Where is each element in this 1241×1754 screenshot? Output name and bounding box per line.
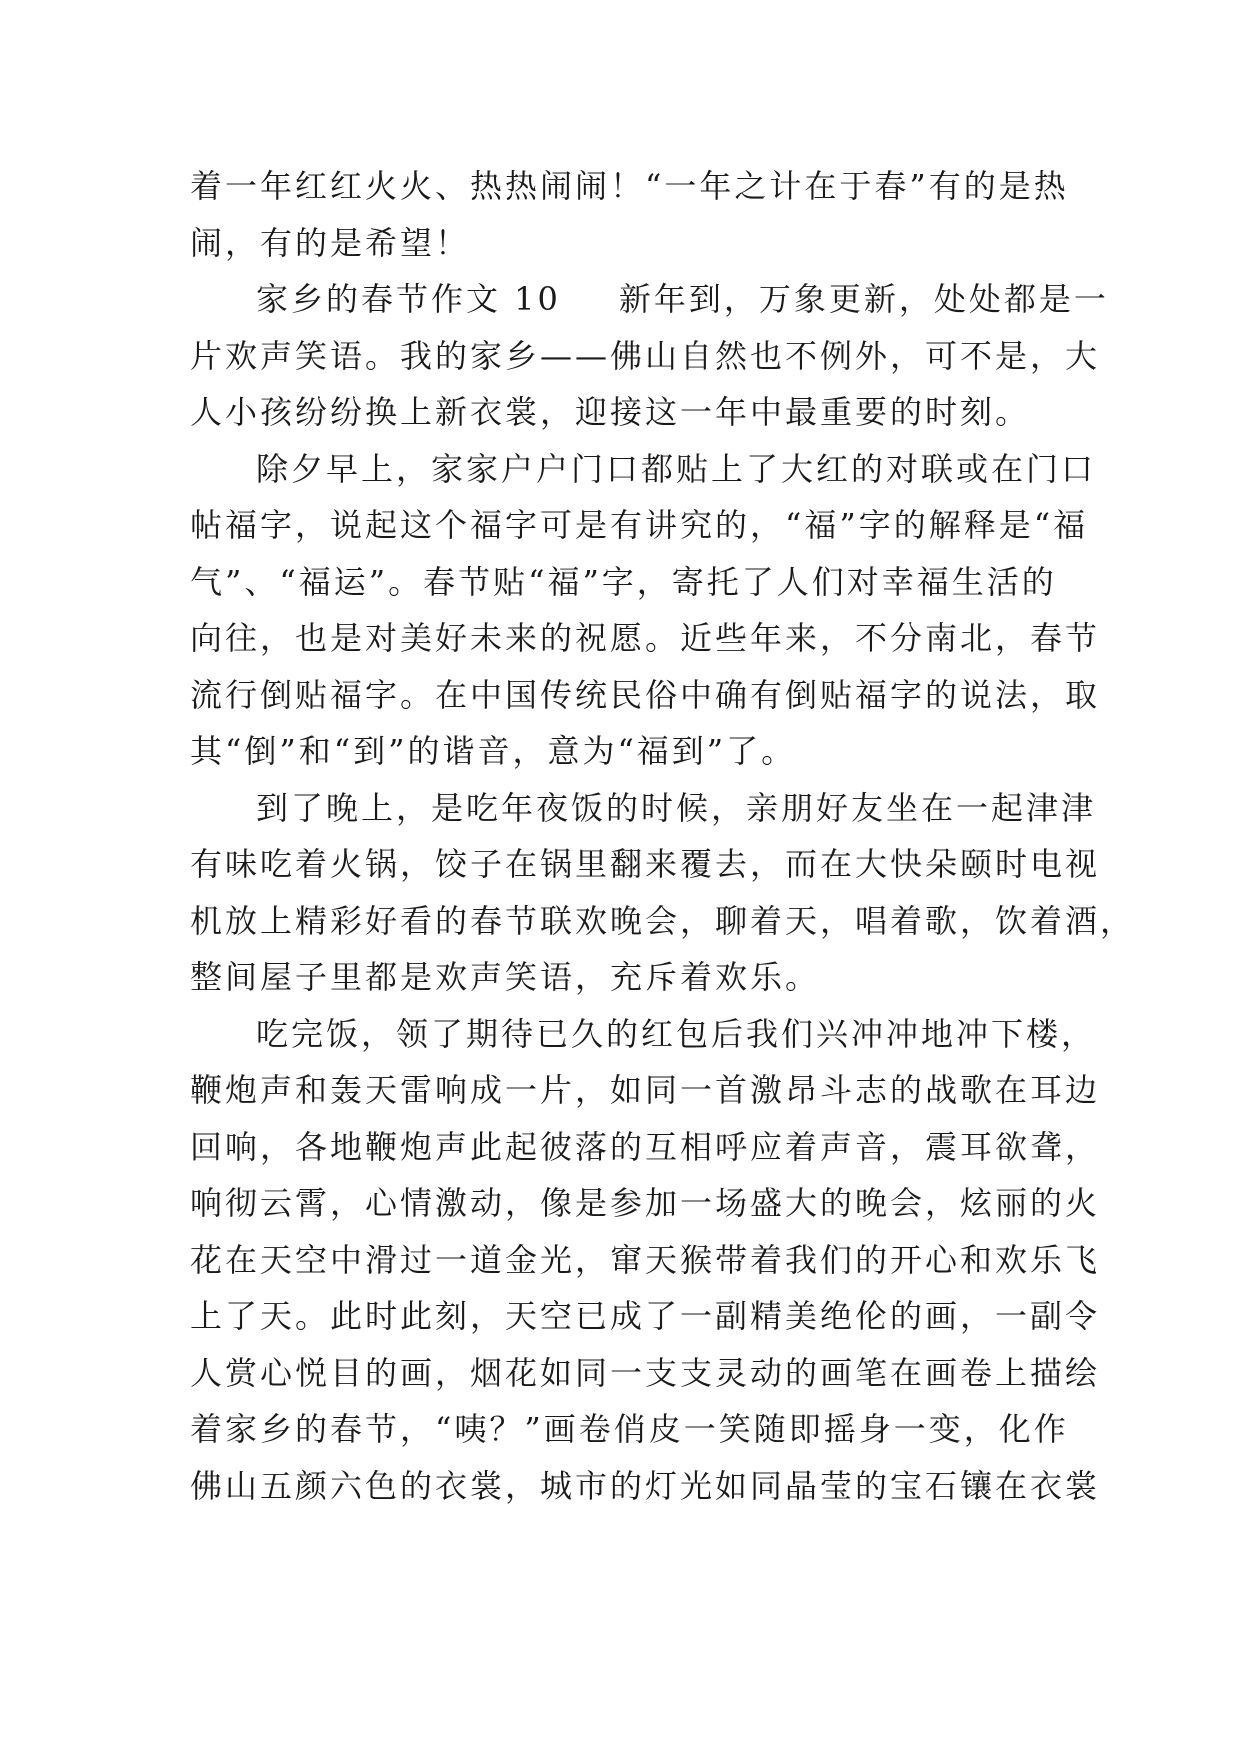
text-line: 闹，有的是希望！ bbox=[190, 223, 471, 262]
text-line: 片欢声笑语。我的家乡——佛山自然也不例外，可不是，大 bbox=[190, 336, 1101, 375]
text-line: 鞭炮声和轰天雷响成一片，如同一首激昂斗志的战歌在耳边 bbox=[190, 1071, 1101, 1109]
text-line: 人小孩纷纷换上新衣裳，迎接这一年中最重要的时刻。 bbox=[190, 393, 1031, 431]
text-line: 着家乡的春节，“咦？”画卷俏皮一笑随即摇身一变，化作 bbox=[190, 1410, 1069, 1448]
text-line: 有味吃着火锅，饺子在锅里翻来覆去，而在大快朵颐时电视 bbox=[190, 845, 1101, 883]
text-line: 机放上精彩好看的春节联欢晚会，聊着天，唱着歌，饮着酒， bbox=[190, 901, 1136, 940]
essay-heading-line bbox=[190, 271, 1109, 328]
text-line: 回响，各地鞭炮声此起彼落的互相呼应着声音，震耳欲聋， bbox=[190, 1127, 1101, 1166]
text-line: 响彻云霄，心情激动，像是参加一场盛大的晚会，炫丽的火 bbox=[190, 1184, 1101, 1222]
text-line: 佛山五颜六色的衣裳，城市的灯光如同晶莹的宝石镶在衣裳 bbox=[190, 1466, 1101, 1505]
text-line: 人赏心悦目的画，烟花如同一支支灵动的画笔在画卷上描绘 bbox=[190, 1353, 1101, 1392]
text-line: 整间屋子里都是欢声笑语，充斥着欢乐。 bbox=[190, 958, 821, 996]
paragraph-start: 吃完饭，领了期待已久的红包后我们兴冲冲地冲下楼， bbox=[256, 1014, 1097, 1053]
text-line: 其“倒”和“到”的谐音，意为“福到”了。 bbox=[190, 732, 797, 770]
essay-opening: 新年到，万象更新，处处都是一 bbox=[618, 280, 1109, 318]
essay-body bbox=[190, 158, 1136, 1514]
text-line: 气”、“福运”。春节贴“福”字，寄托了人们对幸福生活的 bbox=[190, 562, 1057, 601]
essay-title: 家乡的春节作文 10 bbox=[256, 280, 561, 318]
paragraph-start: 除夕早上，家家户户门口都贴上了大红的对联或在门口 bbox=[256, 449, 1097, 488]
text-line: 着一年红红火火、热热闹闹！“一年之计在于春”有的是热 bbox=[190, 167, 1069, 205]
text-line: 向往，也是对美好未来的祝愿。近些年来，不分南北，春节 bbox=[190, 619, 1101, 657]
text-line: 上了天。此时此刻，天空已成了一副精美绝伦的画，一副令 bbox=[190, 1297, 1101, 1335]
text-line: 流行倒贴福字。在中国传统民俗中确有倒贴福字的说法，取 bbox=[190, 675, 1101, 714]
text-line: 花在天空中滑过一道金光，窜天猴带着我们的开心和欢乐飞 bbox=[190, 1240, 1101, 1279]
paragraph-start: 到了晚上，是吃年夜饭的时候，亲朋好友坐在一起津津 bbox=[256, 788, 1097, 827]
text-line: 帖福字，说起这个福字可是有讲究的，“福”字的解释是“福 bbox=[190, 506, 1089, 544]
